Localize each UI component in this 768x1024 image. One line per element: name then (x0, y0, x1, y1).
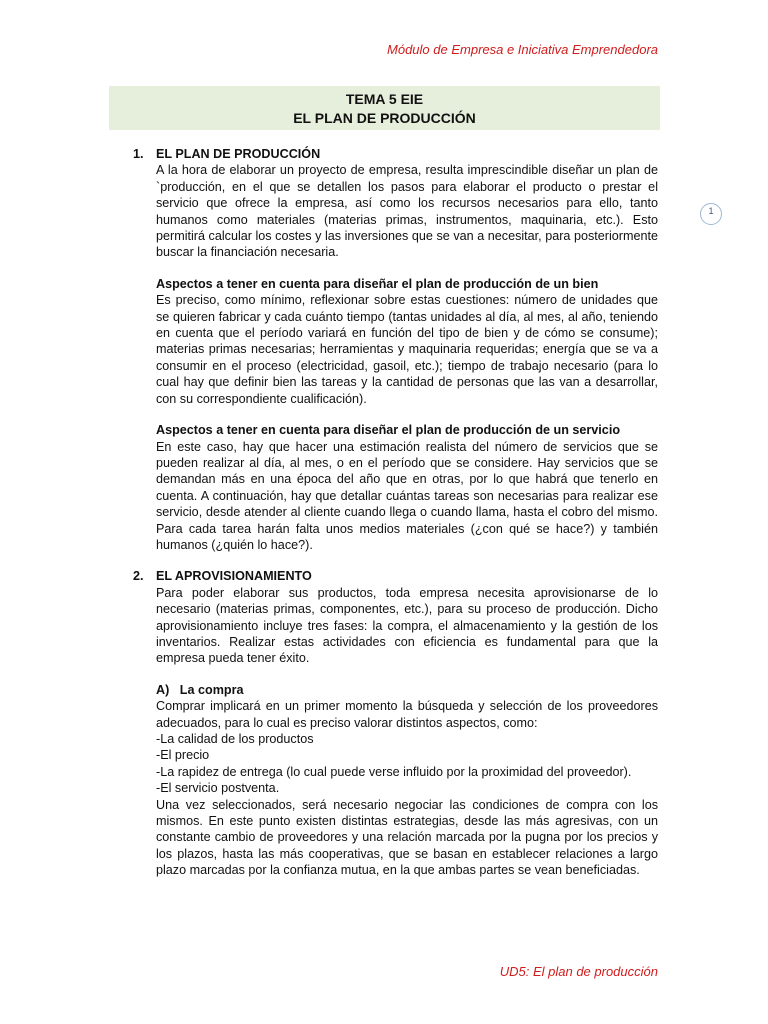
subsection-a (156, 682, 658, 879)
list-item: -La calidad de los productos (156, 732, 314, 746)
subsection-a-title: La compra (179, 682, 244, 697)
title-line-1: TEMA 5 EIE (345, 91, 424, 107)
section-2-number: 2. (133, 569, 144, 584)
goods-text: Es preciso, como mínimo, reflexionar sobre estas cuestiones: número de unidades que se quieren fabricar y cada cuánto tiempo (tantas unidades al día, al mes, al año, teniendo en cuenta que el período variará en función del tipo de bien y de cómo se consume); materias primas necesarias; herramientas y maquinaria requeridas; energía que se va a consumir en el proceso (electricidad, gasoil, etc.); tiempo de trabajo necesario (para lo cual hay que definir bien las tareas y la cantidad de personas que las van a desarrollar, con su correspondiente cualificación). (156, 293, 658, 406)
goods-heading: Aspectos a tener en cuenta para diseñar el plan de producción de un bien (156, 276, 599, 291)
service-block (156, 422, 658, 553)
subsection-a-intro: Comprar implicará en un primer momento la búsqueda y selección de los proveedores adecuados, para lo cual es preciso valorar distintos aspectos, como: (156, 699, 658, 730)
section-1-title: EL PLAN DE PRODUCCIÓN (156, 147, 321, 161)
section-1-intro: A la hora de elaborar un proyecto de empresa, resulta imprescindible diseñar un plan de `producción, en el que se detallen los pasos para elaborar el producto o prestar el servicio que ofrece la empresa, así como los recursos necesarios para ello, tanto humanos como materiales (materias primas, instrumentos, maquinaria, etc.). Esto permitirá calcular los costes y las inversiones que se van a necesitar, para posteriormente buscar la financiación necesaria. (156, 163, 658, 260)
section-2-heading (133, 568, 658, 584)
goods-block (156, 276, 658, 407)
subsection-a-heading (156, 682, 658, 698)
subsection-a-closing: Una vez seleccionados, será necesario negociar las condiciones de compra con los mismos. En este punto existen distintas estrategias, desde las más agresivas, con un constante cambio de proveedores y una relación marcada por la pugna por los precios y los plazos, hasta las más cooperativas, que se basan en establecer relaciones a largo plazo marcadas por la confianza mutua, en la que ambas partes se vean beneficiadas. (156, 797, 658, 878)
title-line-2: EL PLAN DE PRODUCCIÓN (293, 110, 476, 126)
section-1-number: 1. (133, 147, 144, 161)
service-text: En este caso, hay que hacer una estimación realista del número de servicios que se pueden realizar al día, al mes, o en el período que se considere. Hay servicios que se demandan más en una época del año que en otras, por lo que habrá que tenerlo en cuenta. A continuación, hay que detallar cuántas tareas son necesarias para realizar ese servicio, desde atender al cliente cuando llega o cuando llama, hasta el cobro del mismo. Para cada tarea harán falta unos medios materiales (¿con qué se hace?) y también humanos (¿quién lo hace?). (156, 439, 658, 552)
section-2 (133, 568, 658, 666)
section-2-intro: Para poder elaborar sus productos, toda empresa necesita aprovisionarse de lo necesario (materias primas, componentes, etc.), para su proceso de producción. Dicho aprovisionamiento incluye tres fases: la compra, el almacenamiento y la gestión de los inventarios. Realizar estas actividades con eficiencia es fundamental para que la empresa pueda tener éxito. (156, 585, 658, 666)
service-heading: Aspectos a tener en cuenta para diseñar el plan de producción de un servicio (156, 423, 621, 438)
unit-footer: UD5: El plan de producción (499, 964, 658, 979)
list-item: -La rapidez de entrega (lo cual puede verse influido por la proximidad del proveedor). (156, 764, 632, 779)
list-item: -El precio (156, 748, 210, 763)
title-box (109, 86, 660, 130)
list-item: -El servicio postventa. (156, 781, 280, 796)
comment-marker-icon[interactable]: 1 (700, 203, 722, 225)
subsection-a-label: A) (156, 682, 170, 697)
document-body (133, 146, 658, 879)
section-1 (133, 146, 658, 261)
section-2-title: EL APROVISIONAMIENTO (156, 569, 312, 584)
module-header: Módulo de Empresa e Iniciativa Emprendedora (387, 42, 658, 57)
section-1-heading (133, 146, 658, 162)
